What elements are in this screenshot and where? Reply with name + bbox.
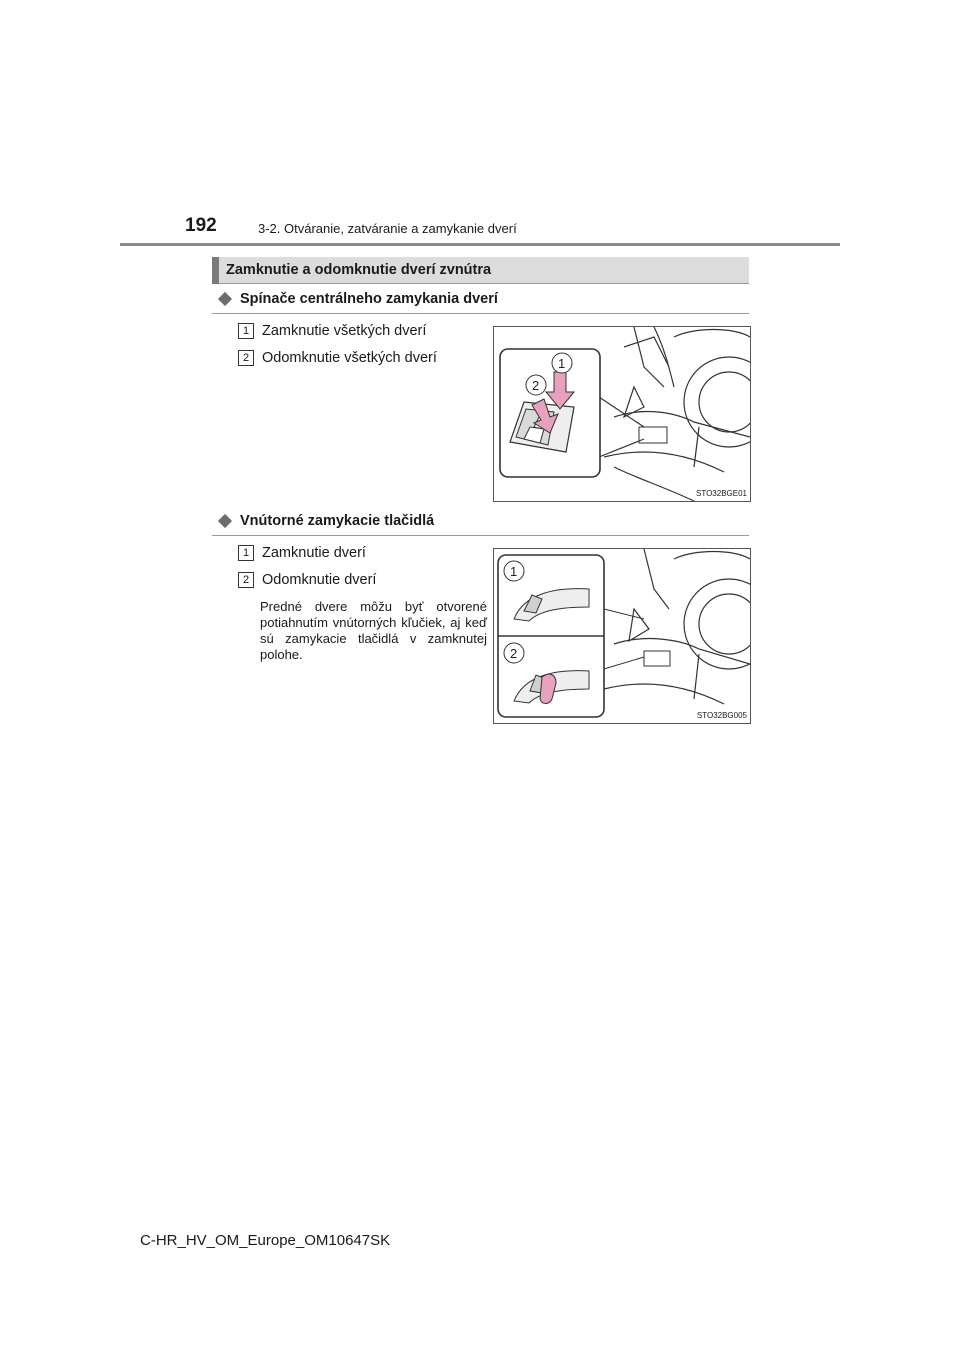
callout-1: 1	[510, 564, 518, 579]
number-badge: 2	[238, 350, 254, 366]
list-item-text: Zamknutie všetkých dverí	[262, 323, 427, 339]
list-item	[238, 572, 376, 588]
subsection-divider	[212, 313, 749, 314]
illustration-door-lock-switch	[493, 326, 751, 502]
list-item-text: Odomknutie dverí	[262, 572, 377, 588]
number-badge: 2	[238, 572, 254, 588]
subsection-title: Spínače centrálneho zamykania dverí	[240, 291, 498, 307]
figure-code: STO32BG005	[696, 711, 747, 720]
document-id: C-HR_HV_OM_Europe_OM10647SK	[140, 1232, 391, 1249]
figure-code: STO32BGE01	[696, 489, 747, 498]
subsection-heading-1	[216, 291, 498, 307]
section-title: Zamknutie a odomknutie dverí zvnútra	[226, 262, 492, 278]
subsection-title: Vnútorné zamykacie tlačidlá	[240, 513, 435, 529]
list-item	[238, 545, 366, 561]
callout-2: 2	[510, 646, 518, 661]
chapter-title: 3-2. Otváranie, zatváranie a zamykanie dverí	[258, 221, 517, 236]
section-accent	[212, 257, 219, 284]
subsection-heading-2	[216, 513, 434, 529]
diamond-bullet-icon	[218, 292, 232, 306]
list-item-text: Odomknutie všetkých dverí	[262, 350, 437, 366]
number-badge: 1	[238, 323, 254, 339]
callout-1: 1	[558, 356, 566, 371]
door-lock-switch-drawing	[494, 327, 750, 501]
subsection-divider	[212, 535, 749, 536]
list-item-text: Zamknutie dverí	[262, 545, 366, 561]
list-item	[238, 323, 426, 339]
illustration-inside-lock-buttons	[493, 548, 751, 724]
page-number: 192	[185, 215, 217, 236]
callout-2: 2	[532, 378, 540, 393]
section-heading-bar	[212, 257, 749, 284]
diamond-bullet-icon	[218, 514, 232, 528]
note-text: Predné dvere môžu byť otvorené potiahnutím vnútorných kľučiek, aj keď sú zamykacie tlačidlá v zamknutej polohe.	[260, 599, 487, 662]
inside-lock-drawing	[494, 549, 750, 723]
header-divider	[120, 243, 840, 246]
number-badge: 1	[238, 545, 254, 561]
list-item	[238, 350, 437, 366]
